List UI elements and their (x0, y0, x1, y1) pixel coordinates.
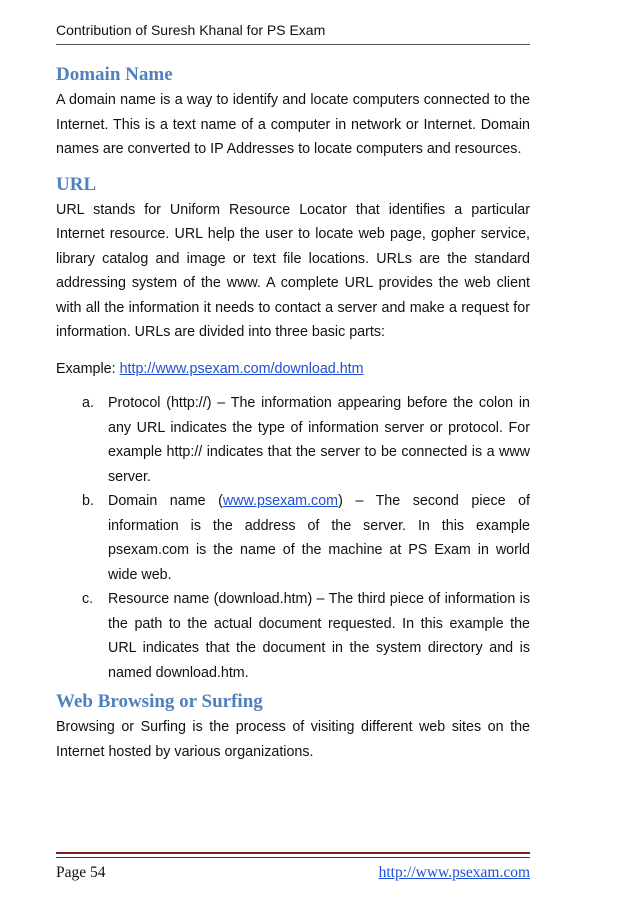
section-web-browsing (56, 689, 530, 764)
example-label: Example: (56, 360, 120, 377)
list-item-domain-name (56, 489, 530, 587)
example-line (56, 357, 530, 382)
heading-url: URL (56, 173, 97, 195)
section-domain-name (56, 62, 530, 162)
footer-url-link[interactable]: http://www.psexam.com (378, 864, 530, 881)
page-number: Page 54 (56, 864, 106, 881)
list-marker: c. (82, 591, 94, 607)
list-item-resource-name (56, 587, 530, 685)
domain-link[interactable]: www.psexam.com (222, 493, 339, 509)
list-item-text: Protocol (http://) – The information appearing before the colon in any URL indicates the type of information server or protocol. For example http:// indicates that the server to be connected is a www server. (108, 395, 530, 485)
list-item-protocol (56, 391, 530, 489)
list-item-text-before: Domain name ( (108, 493, 223, 509)
footer-rule-thick (56, 852, 530, 854)
list-marker: a. (82, 395, 94, 411)
header-rule (56, 44, 530, 45)
list-item-text-after: ) – The second piece of information is the address of the server. In this example psexam.com is the name of the machine at PS Exam in world wide web. (108, 493, 531, 583)
running-header: Contribution of Suresh Khanal for PS Exam (56, 22, 326, 38)
paragraph-url: URL stands for Uniform Resource Locator that identifies a particular Internet resource. URL help the user to locate web page, gopher service, library catalog and image or text file locations. URLs are the standard addressing system of the www. A complete URL provides the web client with all the information it needs to contact a server and make a request for information. URLs are divided into three basic parts: (56, 201, 530, 340)
paragraph-domain-name: A domain name is a way to identify and locate computers connected to the Internet. This is a text name of a computer in network or Internet. Domain names are converted to IP Addresses to locate computers and resources. (56, 92, 530, 157)
heading-web-browsing: Web Browsing or Surfing (56, 691, 263, 712)
paragraph-web-browsing: Browsing or Surfing is the process of visiting different web sites on the Internet hosted by various organizations. (56, 719, 530, 760)
url-parts-list (56, 391, 530, 685)
example-url-link[interactable]: http://www.psexam.com/download.htm (119, 360, 364, 377)
page-content (56, 62, 530, 764)
list-marker: b. (82, 493, 94, 509)
list-item-text: Resource name (download.htm) – The third piece of information is the path to the actual document requested. In this example the URL indicates that the document in the system directory and is named download.htm. (108, 591, 530, 681)
section-url (56, 172, 530, 686)
footer-rule-thin (56, 857, 530, 858)
heading-domain-name: Domain Name (56, 64, 173, 85)
